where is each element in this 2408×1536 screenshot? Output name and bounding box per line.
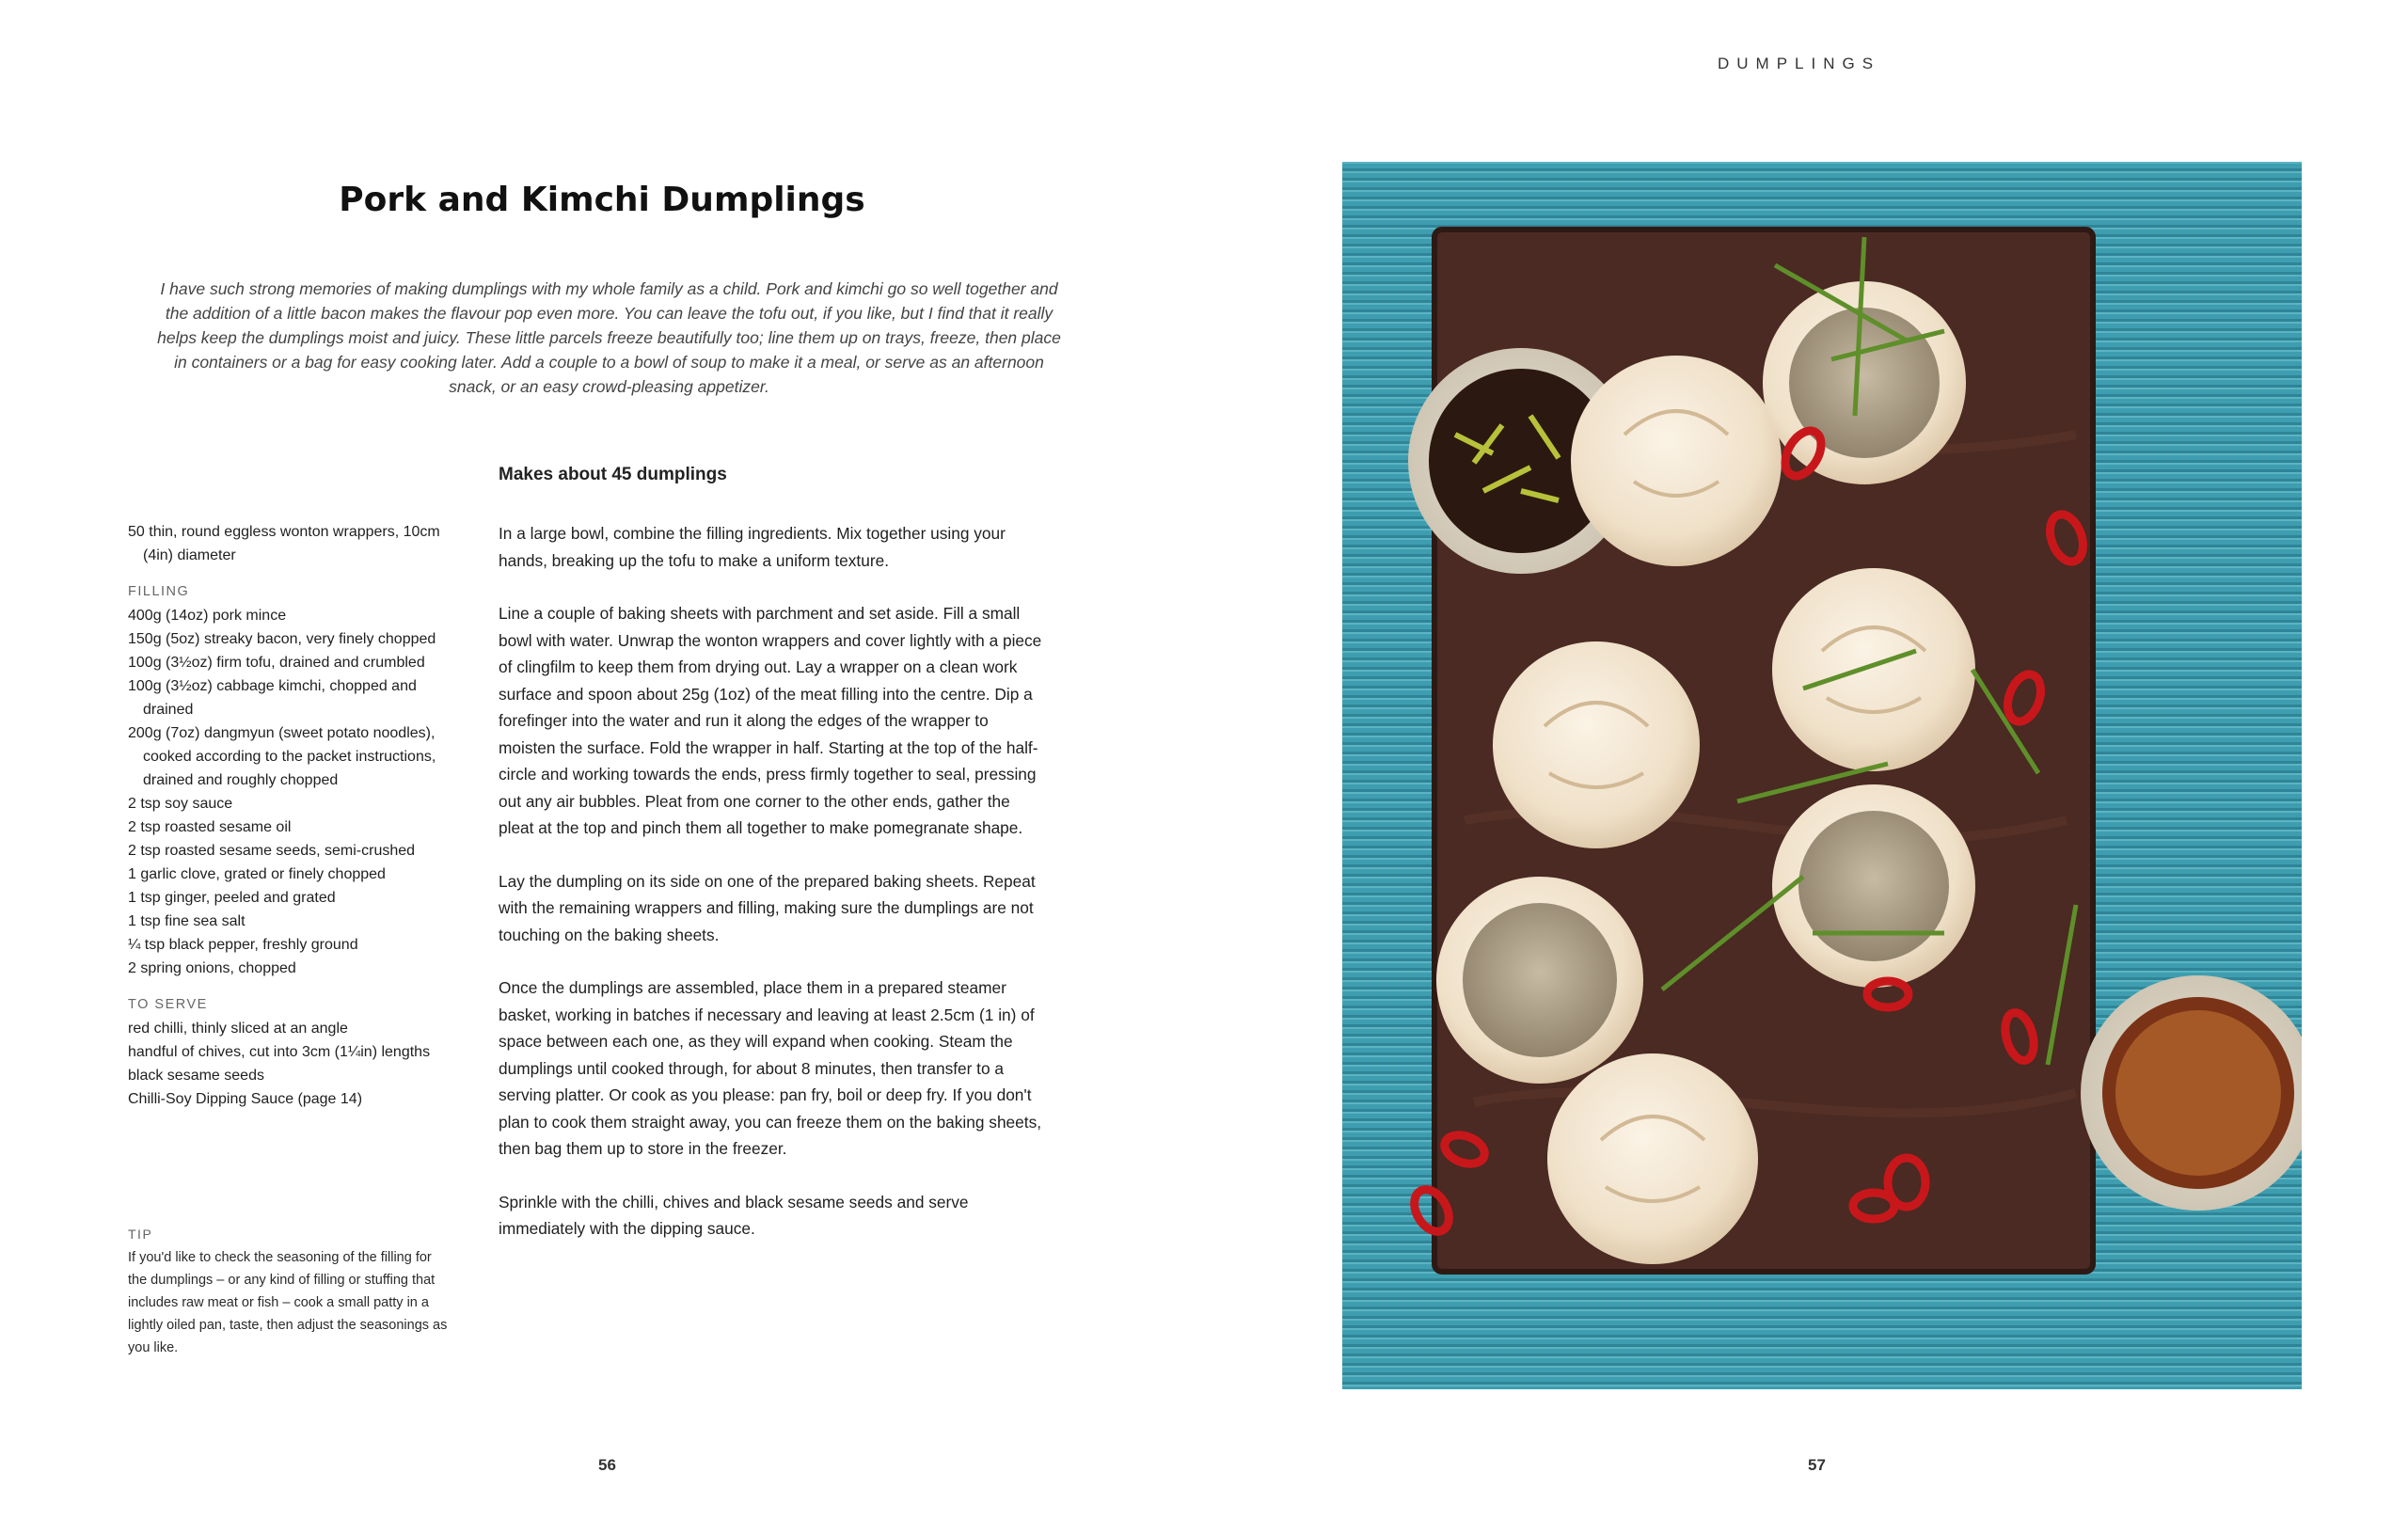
ingredient-item: 1 garlic clove, grated or finely chopped — [128, 866, 386, 882]
ingredient-item: 1 tsp fine sea salt — [128, 913, 246, 929]
method-step: Once the dumplings are assembled, place them in a prepared steamer basket, working in batches if necessary and leaving at least 2.5cm (1 in) of space between each one, as they will expand when cooking. Steam the dumplings until cooked through, for about 8 minutes, then transfer to a serving platter. Or cook as you please: pan fry, boil or deep fry. If you don't plan to cook them straight away, you can freeze them on the baking sheets, then bag them up to store in the freezer. — [499, 978, 1042, 1158]
page-number-left: 56 — [598, 1456, 616, 1474]
ingredient-item: 400g (14oz) pork mince — [128, 608, 287, 624]
dumpling — [1436, 877, 1643, 1084]
ingredient-item: black sesame seeds — [128, 1068, 264, 1084]
dumpling — [1547, 1053, 1758, 1264]
serve-heading: TO SERVE — [128, 997, 208, 1012]
ingredient-item: 2 spring onions, chopped — [128, 960, 296, 976]
tip-text: If you'd like to check the seasoning of the filling for the dumplings – or any kind of filling or stuffing that includes raw meat or fish – cook a small patty in a lightly oiled pan, taste, then adjust the seasonings as you like. — [128, 1250, 448, 1355]
dumpling — [1772, 568, 1975, 771]
recipe-intro: I have such strong memories of making dumplings with my whole family as a child. Pork and kimchi go so well together and the addition of a little bacon makes the flavour pop even more. You can leave the tofu out, if you like, but I find that it really helps keep the dumplings moist and juicy. These little parcels freeze beautifully too; line them up on trays, freeze, then place in containers or a bag for easy cooking later. Add a couple to a bowl of soup to make it a meal, or serve as an afternoon snack, or an easy crowd-pleasing appetizer. — [157, 279, 1061, 396]
ingredient-item: 200g (7oz) dangmyun (sweet potato noodles), cooked according to the packet instructions, drained and roughly chopped — [128, 725, 436, 788]
ingredient-item: handful of chives, cut into 3cm (1¼in) lengths — [128, 1044, 431, 1060]
running-head: DUMPLINGS — [1718, 55, 1881, 72]
recipe-title: Pork and Kimchi Dumplings — [339, 181, 865, 219]
tip-heading: TIP — [128, 1227, 153, 1242]
ingredient-item: 2 tsp roasted sesame seeds, semi-crushed — [128, 843, 416, 859]
tip-box — [128, 1223, 448, 1359]
method-step: Line a couple of baking sheets with parchment and set aside. Fill a small bowl with water. Unwrap the wonton wrappers and cover lightly with a piece of clingfilm to keep them from drying out. Lay a wrapper on a clean work surface and spoon about 25g (1oz) of the meat filling into the centre. Dip a forefinger into the water and run it along the edges of the wrapper to moisten the surface. Fold the wrapper in half. Starting at the top of the half-circle and working towards the ends, press firmly together to seal, pressing out any air bubbles. Pleat from one corner to the other ends, gather the pleat at the top and pinch them all together to make pomegranate shape. — [499, 604, 1042, 837]
method-steps — [499, 520, 1044, 1269]
ingredient-item: red chilli, thinly sliced at an angle — [128, 1021, 348, 1037]
ingredient-item: 1 tsp ginger, peeled and grated — [128, 890, 336, 906]
page-number-right: 57 — [1808, 1456, 1826, 1474]
ingredient-item: ¼ tsp black pepper, freshly ground — [128, 937, 358, 953]
method-step: Sprinkle with the chilli, chives and black sesame seeds and serve immediately with the dipping sauce. — [499, 1192, 969, 1238]
ingredient-item: 2 tsp roasted sesame oil — [128, 819, 292, 835]
ingredient-item: 100g (3½oz) cabbage kimchi, chopped and drained — [128, 678, 417, 718]
dumpling — [1493, 641, 1700, 848]
ingredients-list — [128, 520, 452, 1111]
dumpling — [1763, 281, 1966, 484]
dumpling — [1772, 784, 1975, 988]
recipe-yield: Makes about 45 dumplings — [499, 465, 727, 484]
filling-heading: FILLING — [128, 584, 190, 599]
ingredient-item: 150g (5oz) streaky bacon, very finely chopped — [128, 631, 436, 647]
ingredient-item: 2 tsp soy sauce — [128, 796, 233, 812]
ingredient-item: 100g (3½oz) firm tofu, drained and crumbled — [128, 655, 425, 671]
dumpling — [1571, 356, 1782, 566]
method-step: Lay the dumpling on its side on one of the prepared baking sheets. Repeat with the remaining wrappers and filling, making sure the dumplings are not touching on the baking sheets. — [499, 871, 1036, 944]
method-step: In a large bowl, combine the filling ingredients. Mix together using your hands, breaking up the tofu to make a uniform texture. — [499, 524, 1006, 570]
ingredient-item: Chilli-Soy Dipping Sauce (page 14) — [128, 1091, 363, 1107]
ingredient-item: 50 thin, round eggless wonton wrappers, 10cm (4in) diameter — [128, 524, 440, 563]
dumplings-photo — [1342, 162, 2302, 1389]
